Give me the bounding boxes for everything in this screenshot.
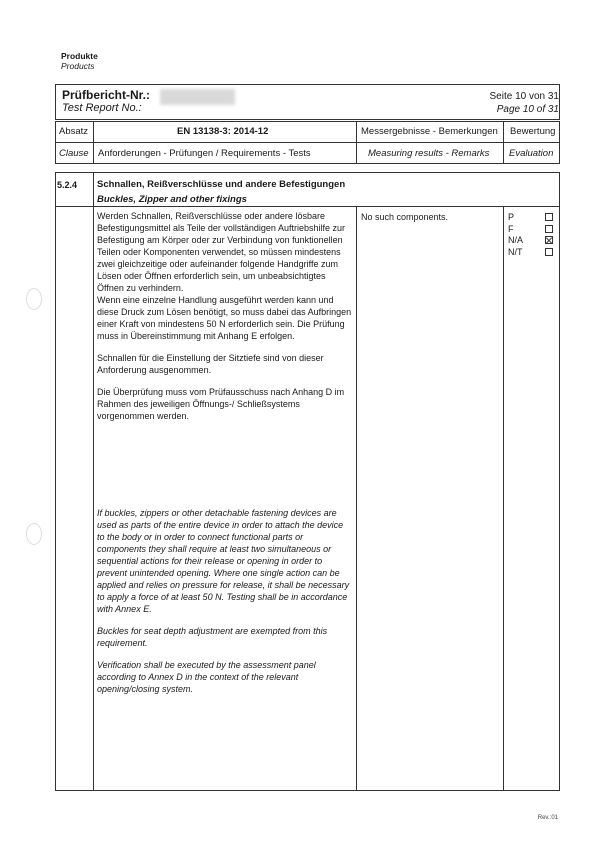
requirement-text-de — [97, 210, 352, 432]
products-label-en: Products — [61, 61, 95, 71]
column-divider — [356, 206, 357, 791]
paragraph: Buckles for seat depth adjustment are exempted from this requirement. — [97, 626, 328, 648]
section-title-en: Buckles, Zipper and other fixings — [97, 194, 247, 205]
evaluation-header: Bewertung — [510, 126, 556, 137]
section-header-divider — [55, 206, 560, 207]
evaluation-option-fail: F — [508, 224, 558, 236]
requirements-header: Anforderungen - Prüfungen / Requirements - Tests — [98, 148, 311, 159]
page-number: Seite 10 von 31 — [489, 91, 559, 102]
evaluation-option-na: N/A — [508, 235, 558, 247]
punch-hole-mark — [26, 288, 42, 310]
checkbox-pass[interactable] — [545, 213, 553, 221]
column-divider — [93, 121, 94, 164]
evaluation-option-pass: P — [508, 212, 558, 224]
results-header: Messergebnisse - Bemerkungen — [361, 126, 498, 137]
revision-label: Rev.:01 — [537, 815, 558, 821]
column-divider — [503, 206, 504, 791]
paragraph: Die Überprüfung muss vom Prüfausschuss nach Anhang D im Rahmen des jeweiligen Öffnungs-/ Schließsystems vorgenommen werden. — [97, 387, 345, 421]
page-number-en: Page 10 of 31 — [496, 104, 559, 115]
report-number-label: Prüfbericht-Nr.: — [62, 88, 151, 102]
paragraph: Schnallen für die Einstellung der Sitztiefe sind von dieser Anforderung ausgenommen. — [97, 353, 324, 375]
clause-header-en: Clause — [59, 148, 89, 159]
report-number-label-en: Test Report No.: — [62, 102, 142, 114]
paragraph: Wenn eine einzelne Handlung ausgeführt werden kann und diese Druck zum Lösen benötigt, so muss dabei das Aufbringen einer Kraft von mindestens 50 N erforderlich sein. Die Prüfung muss in Übereinstimmung mit Anhang E erfolgen. — [97, 295, 352, 341]
checkbox-na-checked[interactable] — [545, 236, 553, 244]
requirement-text-en — [97, 507, 352, 705]
paragraph: If buckles, zippers or other detachable fastening devices are used as parts of the entire device in order to attach the device to the body or in order to connect functional parts or components they shall require at least two simultaneous or sequential actions for their release or opening in order to prevent unintended opening. Where one single action can be applied and relies on pressure for release, it shall be necessary to apply a force of at least 50 N. Testing shall be in accordance with Annex E. — [97, 508, 350, 614]
redacted-report-number — [160, 89, 235, 105]
evaluation-header-en: Evaluation — [509, 148, 554, 159]
section-title: Schnallen, Reißverschlüsse und andere Befestigungen — [97, 179, 346, 190]
paragraph: Verification shall be executed by the assessment panel according to Annex D in the context of the relevant opening/closing system. — [97, 660, 316, 694]
column-divider — [503, 121, 504, 164]
checkbox-nt[interactable] — [545, 248, 553, 256]
evaluation-list — [508, 212, 558, 258]
punch-hole-mark — [26, 523, 42, 545]
column-divider — [356, 121, 357, 164]
remark-text: No such components. — [361, 212, 449, 222]
column-divider — [93, 172, 94, 791]
products-label: Produkte — [61, 51, 98, 61]
results-header-en: Measuring results - Remarks — [368, 148, 490, 159]
section-number: 5.2.4 — [57, 180, 78, 190]
column-header-divider — [55, 142, 560, 143]
checkbox-fail[interactable] — [545, 225, 553, 233]
standard-header: EN 13138-3: 2014-12 — [177, 126, 269, 137]
evaluation-option-nt: N/T — [508, 247, 558, 259]
clause-header: Absatz — [59, 126, 89, 137]
paragraph: Werden Schnallen, Reißverschlüsse oder andere lösbare Befestigungsmittel als Teile der vollständigen Auftriebshilfe zur Befestigung am Körper oder zur Verbindung von funktionellen Teilen oder Komponenten verwendet, so müssen mindestens zwei gleichzeitige oder aufeinander folgende Handgriffe zum Lösen oder Öffnen erforderlich sein, um unbeabsichtigtes Öffnen zu verhindern. — [97, 211, 345, 293]
